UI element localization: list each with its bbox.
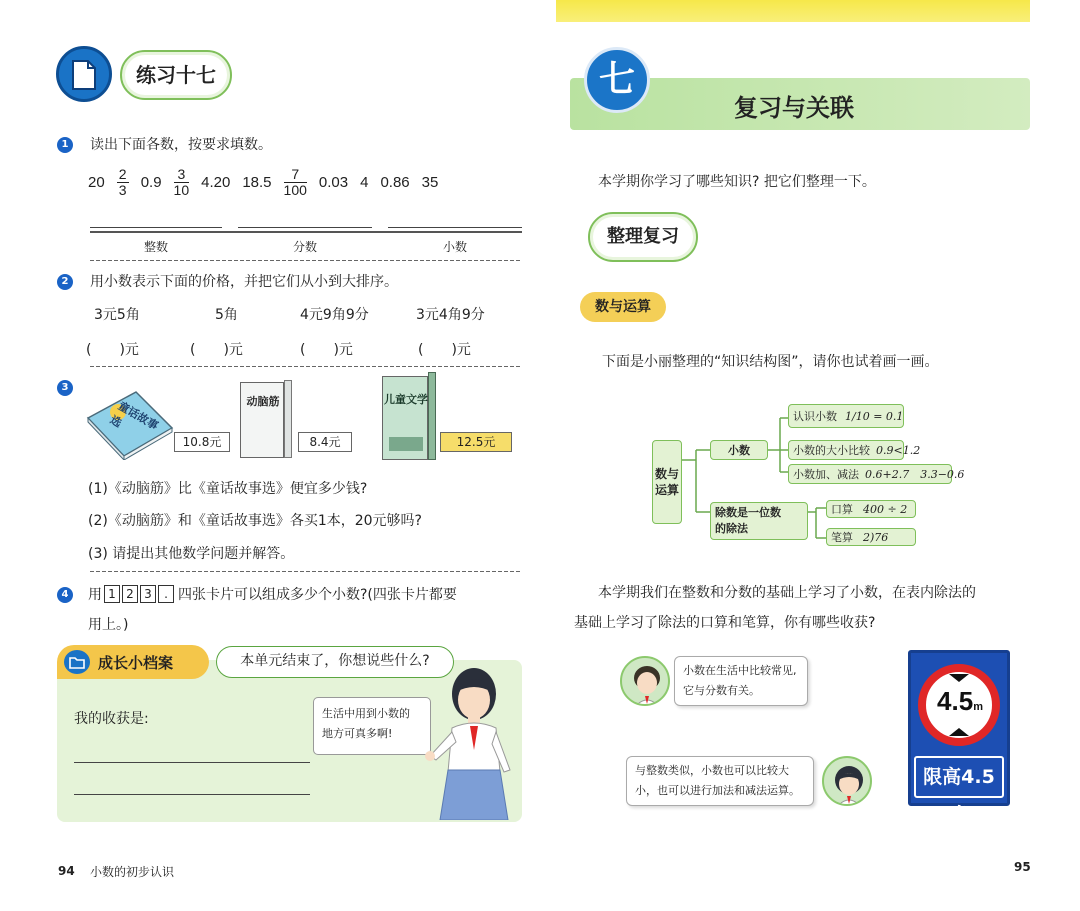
map-branch-division xyxy=(710,502,808,540)
price-answer-blank[interactable]: ( )元 xyxy=(300,342,353,358)
speech-line: 小数在生活中比较常见, xyxy=(683,664,797,677)
summary-line: 基础上学习了除法的口算和笔算，你有哪些收获? xyxy=(574,615,876,631)
digit-card: 2 xyxy=(122,585,138,603)
question-4-suffix: 四张卡片可以组成多少个小数?(四张卡片都要 xyxy=(178,587,457,603)
sign-caption: 限高4.5米 xyxy=(914,756,1004,798)
fraction-item xyxy=(284,167,307,198)
price-item: 4元9角9分 xyxy=(300,307,369,323)
question-number-4: 4 xyxy=(57,587,73,603)
price-tag: 10.8元 xyxy=(174,432,230,452)
column-label-decimals: 小数 xyxy=(442,240,467,254)
map-leaf-label: 小数加、减法 xyxy=(793,468,859,481)
question-4-line2: 用上。) xyxy=(88,617,129,633)
page-number: 94 xyxy=(58,864,75,878)
map-leaf-node xyxy=(788,404,904,428)
sign-inner xyxy=(926,672,992,738)
intro-text: 本学期你学习了哪些知识? 把它们整理一下。 xyxy=(598,174,876,190)
fraction-denominator: 3 xyxy=(118,181,127,198)
number-item: 4.20 xyxy=(201,173,231,191)
up-arrow-icon xyxy=(949,728,969,736)
book-title: 动脑筋 xyxy=(246,395,280,408)
price-answer-blank[interactable]: ( )元 xyxy=(190,342,243,358)
girl-speech-bubble xyxy=(313,697,431,755)
answer-blank-integers[interactable] xyxy=(90,227,222,228)
book-title: 童话故事选 xyxy=(107,399,161,433)
map-leaf-node xyxy=(826,500,916,518)
number-item: 0.9 xyxy=(140,173,162,191)
exercise-title: 练习十七 xyxy=(120,50,232,100)
answer-blank-fractions[interactable] xyxy=(238,227,372,228)
price-tag: 12.5元 xyxy=(440,432,512,452)
map-leaf-example: 2)76 xyxy=(863,530,889,544)
question-1-text: 读出下面各数，按要求填数。 xyxy=(90,137,272,153)
chapter-title: 复习与关联 xyxy=(734,94,854,122)
divider xyxy=(90,260,522,261)
harvest-label: 我的收获是: xyxy=(74,711,149,727)
girl-avatar xyxy=(822,756,872,806)
divider xyxy=(90,366,522,367)
folder-icon xyxy=(64,650,90,674)
answer-blank-decimals[interactable] xyxy=(388,227,522,228)
map-leaf-example: 0.6+2.7 3.3−0.6 xyxy=(865,468,965,481)
top-decorative-band xyxy=(556,0,1030,22)
column-label-integers: 整数 xyxy=(143,240,168,254)
map-branch-line: 的除法 xyxy=(715,522,748,535)
document-icon xyxy=(56,46,112,102)
page-number: 95 xyxy=(1014,860,1031,874)
digit-card: 1 xyxy=(104,585,120,603)
number-item: 4 xyxy=(360,173,369,191)
fraction-numerator: 7 xyxy=(291,165,300,182)
section-tag: 数与运算 xyxy=(580,292,666,322)
map-leaf-example: 400 ÷ 2 xyxy=(863,502,908,516)
subquestion: (3) 请提出其他数学问题并解答。 xyxy=(88,546,295,562)
map-root-node: 数与运算 xyxy=(652,440,682,524)
price-tag: 8.4元 xyxy=(298,432,352,452)
growth-archive-title: 成长小档案 xyxy=(98,654,174,672)
harvest-answer-line[interactable] xyxy=(74,794,310,795)
number-item: 20 xyxy=(88,173,105,191)
speech-line: 生活中用到小数的 xyxy=(322,707,410,720)
review-section-title: 整理复习 xyxy=(588,212,698,262)
price-item: 3元5角 xyxy=(94,307,140,323)
subquestion: (1)《动脑筋》比《童话故事选》便宜多少钱? xyxy=(88,481,368,497)
map-leaf-label: 笔算 xyxy=(831,531,853,544)
price-answer-blank[interactable]: ( )元 xyxy=(86,342,139,358)
speech-line: 地方可真多啊! xyxy=(322,727,393,740)
map-leaf-node xyxy=(788,440,921,460)
speech-line: 小，也可以进行加法和减法运算。 xyxy=(635,784,800,797)
chapter-number: 七 xyxy=(584,47,650,113)
number-item: 18.5 xyxy=(242,173,272,191)
fraction-item xyxy=(174,167,190,198)
book-childrens-literature xyxy=(382,376,428,460)
question-number-1: 1 xyxy=(57,137,73,153)
boy-speech-bubble xyxy=(674,656,808,706)
fraction-numerator: 2 xyxy=(118,165,127,182)
fraction-denominator: 10 xyxy=(173,181,190,198)
girl-speech-bubble xyxy=(626,756,814,806)
speech-line: 它与分数有关。 xyxy=(683,684,760,697)
summary-line: 本学期我们在整数和分数的基础上学习了小数，在表内除法的 xyxy=(598,585,976,601)
book-cover-art xyxy=(389,437,423,451)
footer-title: 小数的初步认识 xyxy=(90,865,175,879)
question-number-3: 3 xyxy=(57,380,73,396)
book-brain-teaser xyxy=(240,382,284,458)
question-2-text: 用小数表示下面的价格，并把它们从小到大排序。 xyxy=(90,274,398,290)
divider xyxy=(90,571,522,572)
digit-card: 3 xyxy=(140,585,156,603)
fraction-denominator: 100 xyxy=(283,181,307,198)
fraction-numerator: 3 xyxy=(177,165,186,182)
digit-card: . xyxy=(158,585,174,603)
number-list xyxy=(88,164,450,200)
number-item: 0.03 xyxy=(318,173,349,191)
column-label-fractions: 分数 xyxy=(292,240,317,254)
sign-value xyxy=(932,686,988,717)
book-fairy-tales xyxy=(84,388,176,460)
question-4-text xyxy=(88,584,457,604)
map-leaf-label: 认识小数 xyxy=(793,410,837,423)
sign-unit: m xyxy=(973,701,983,713)
price-item: 5角 xyxy=(215,307,238,323)
book-spine xyxy=(284,380,292,458)
question-number-2: 2 xyxy=(57,274,73,290)
number-item: 35 xyxy=(421,173,439,191)
right-page xyxy=(540,0,1080,911)
map-leaf-example: 1/10 = 0.1 xyxy=(845,409,904,423)
divider xyxy=(90,231,522,233)
map-leaf-label: 小数的大小比较 xyxy=(793,444,870,457)
reflection-prompt: 本单元结束了，你想说些什么? xyxy=(216,646,454,678)
boy-avatar xyxy=(620,656,670,706)
map-branch-decimals: 小数 xyxy=(710,440,768,460)
book-title: 儿童文学 xyxy=(384,393,428,406)
fraction-item xyxy=(117,167,129,198)
number-item: 0.86 xyxy=(380,173,410,191)
height-limit-circle xyxy=(918,664,1000,746)
harvest-answer-line[interactable] xyxy=(74,762,310,763)
subquestion: (2)《动脑筋》和《童话故事选》各买1本，20元够吗? xyxy=(88,513,422,529)
speech-line: 与整数类似，小数也可以比较大 xyxy=(635,764,789,777)
map-leaf-example: 0.9<1.2 xyxy=(876,443,921,457)
down-arrow-icon xyxy=(949,674,969,682)
price-answer-blank[interactable]: ( )元 xyxy=(418,342,471,358)
map-branch-line: 除数是一位数 xyxy=(715,506,781,519)
question-4-prefix: 用 xyxy=(88,587,102,603)
map-intro-text: 下面是小丽整理的“知识结构图”，请你也试着画一画。 xyxy=(602,354,939,370)
digit-cards xyxy=(104,585,176,603)
map-leaf-node xyxy=(788,464,965,484)
price-item: 3元4角9分 xyxy=(416,307,485,323)
map-leaf-label: 口算 xyxy=(831,503,853,516)
book-spine xyxy=(428,372,436,460)
girl-illustration xyxy=(420,660,520,820)
sign-number: 4.5 xyxy=(937,686,974,716)
map-leaf-node xyxy=(826,528,916,546)
